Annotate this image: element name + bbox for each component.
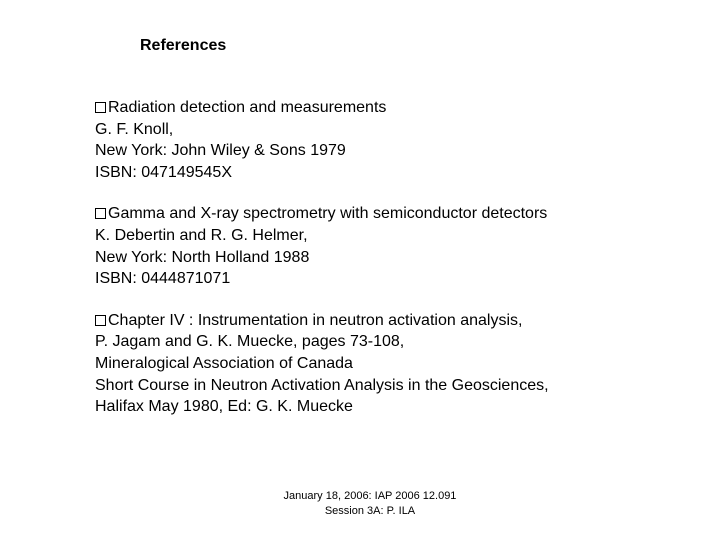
reference-detail: ISBN: 0444871071 [95,270,231,288]
reference-title-line [95,310,695,332]
slide-footer [0,489,720,519]
reference-title: Gamma and X-ray spectrometry with semiconductor detectors [108,205,548,223]
square-bullet-icon [95,315,106,326]
footer-session-line: Session 3A: P. ILA [324,505,416,517]
reference-title: Chapter IV : Instrumentation in neutron activation analysis, [108,311,523,329]
reference-list [95,97,695,438]
reference-detail: Short Course in Neutron Activation Analysis in the Geosciences, [95,376,549,394]
reference-detail: Halifax May 1980, Ed: G. K. Muecke [95,398,353,416]
reference-detail: New York: John Wiley & Sons 1979 [95,142,346,160]
square-bullet-icon [95,208,106,219]
reference-detail: New York: North Holland 1988 [95,248,310,266]
reference-title: Radiation detection and measurements [108,99,387,116]
reference-detail: Mineralogical Association of Canada [95,354,353,372]
square-bullet-icon [95,102,106,113]
reference-detail: P. Jagam and G. K. Muecke, pages 73-108, [95,333,405,351]
slide-title: References [140,37,227,54]
reference-title-line [95,97,695,119]
reference-item [95,97,695,183]
reference-detail: ISBN: 047149545X [95,163,232,181]
reference-title-line [95,203,695,225]
reference-detail: K. Debertin and R. G. Helmer, [95,226,308,244]
reference-item [95,203,695,289]
reference-detail: G. F. Knoll, [95,120,174,138]
footer-date-line: January 18, 2006: IAP 2006 12.091 [283,490,457,502]
reference-item [95,310,695,418]
